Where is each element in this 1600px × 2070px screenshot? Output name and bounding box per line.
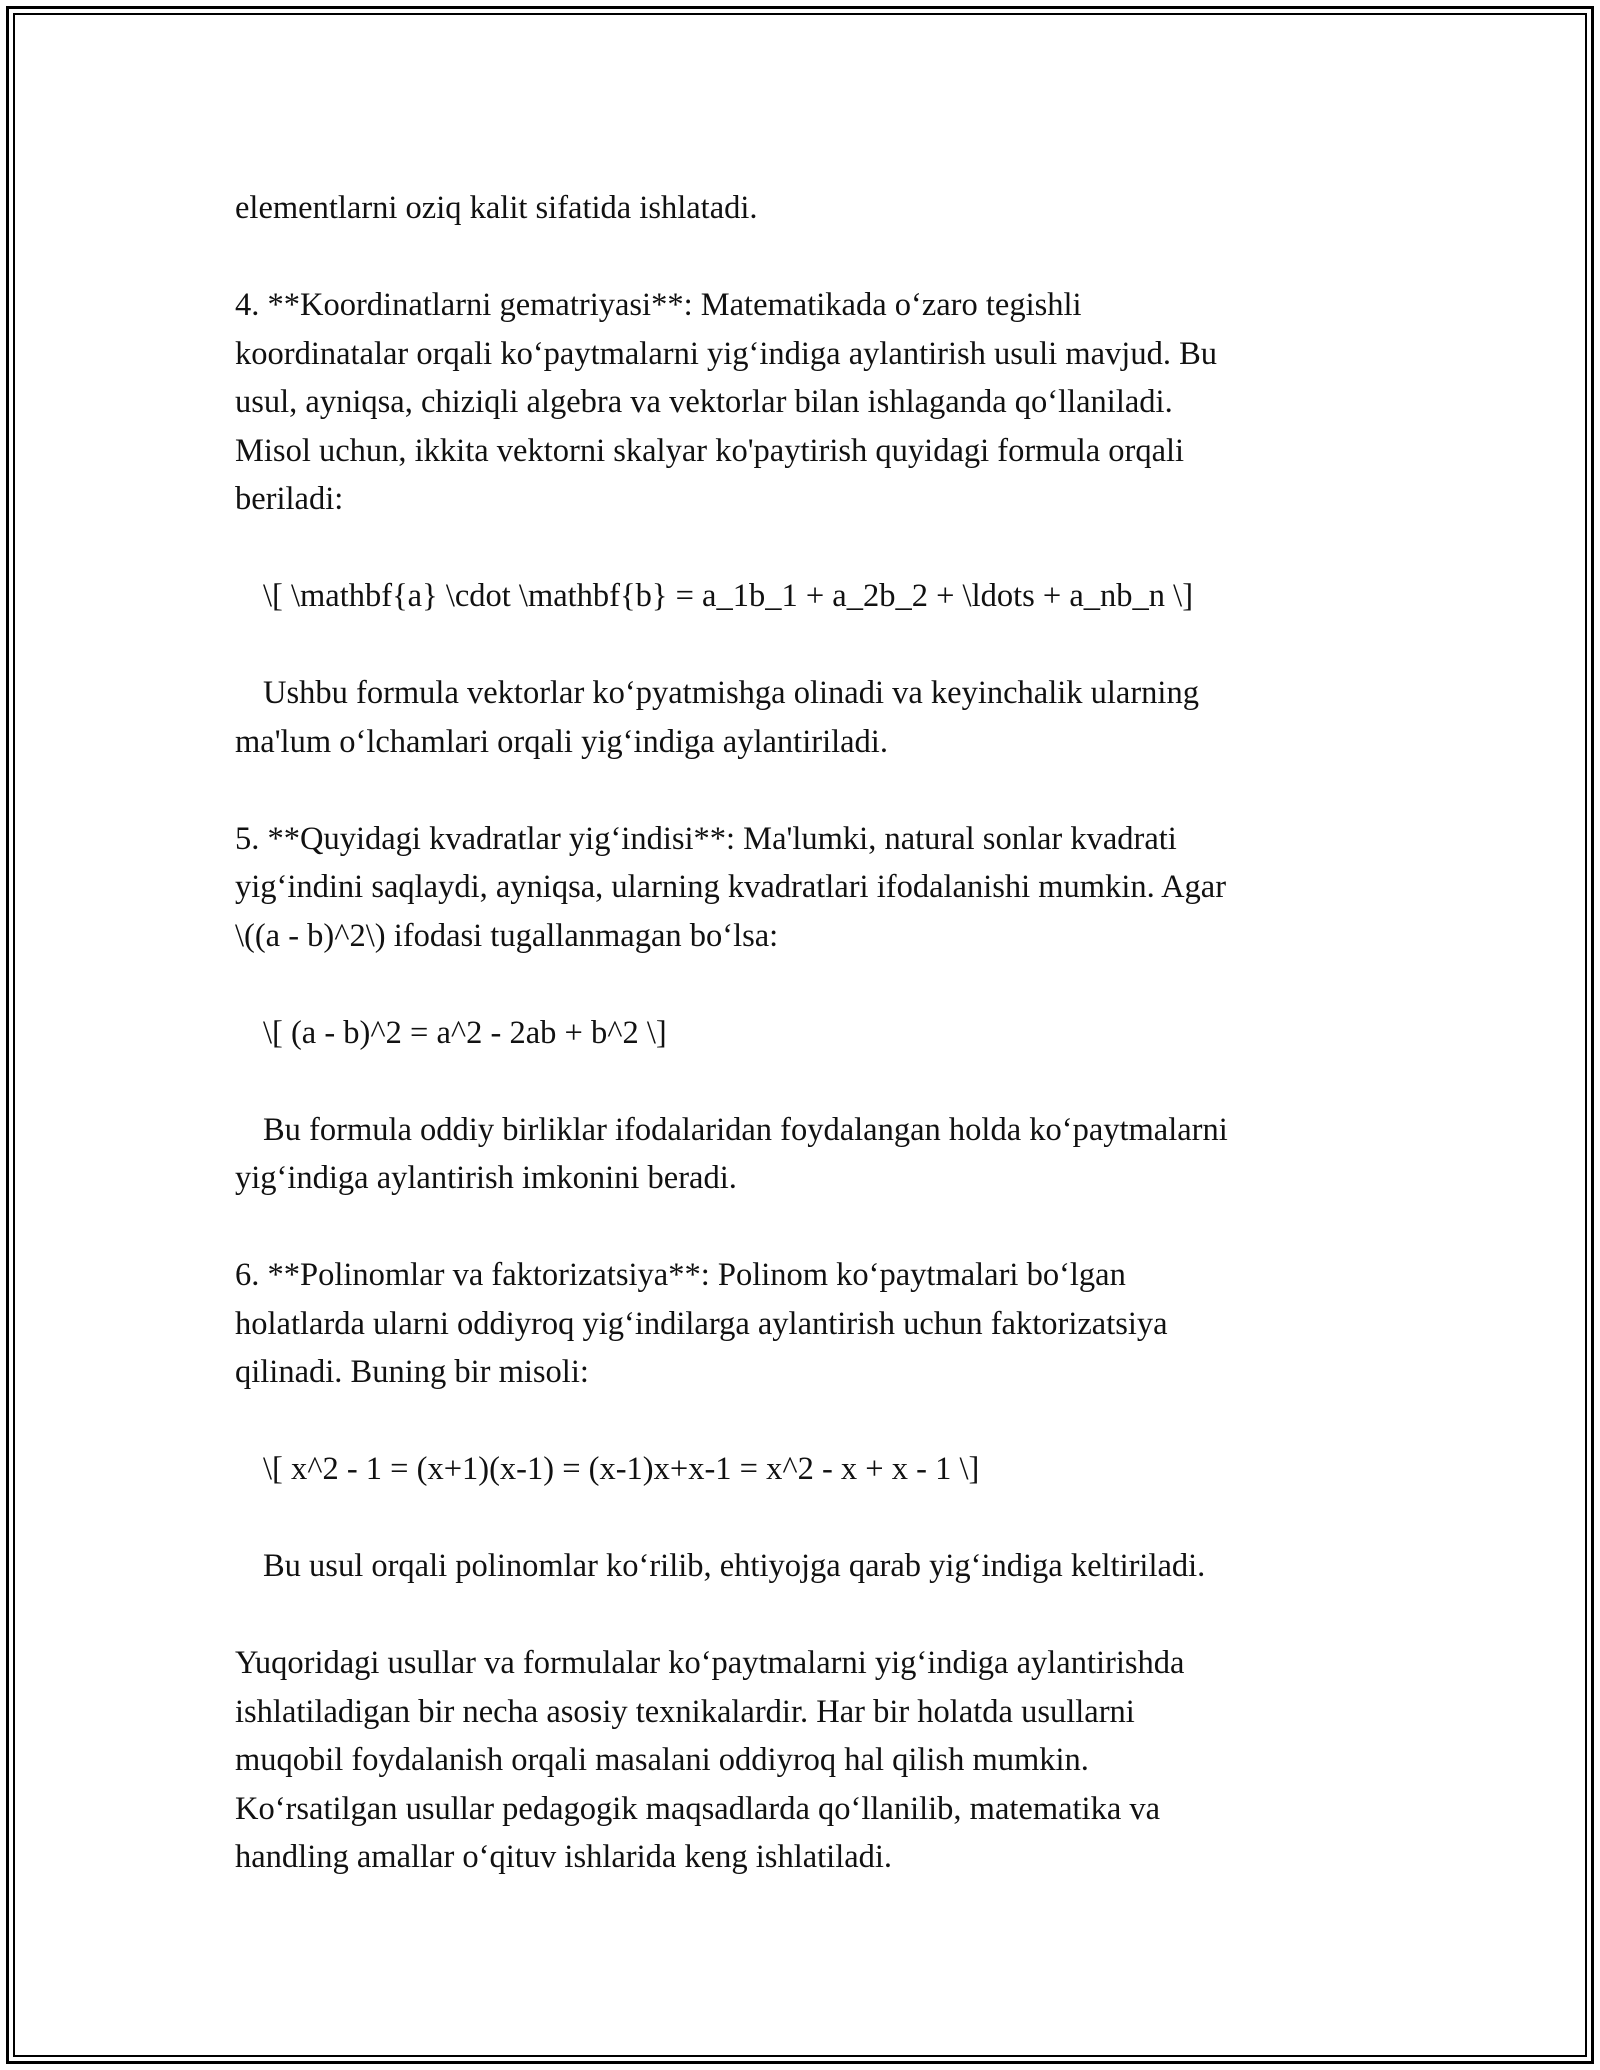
text-line: handling amallar oʻqituv ishlarida keng ishlatiladi. [235, 1839, 893, 1875]
text-line: yigʻindiga aylantirish imkonini beradi. [235, 1160, 737, 1196]
formula-block [235, 572, 1375, 621]
paragraph [235, 184, 1375, 233]
text-line: \[ (a - b)^2 = a^2 - 2ab + b^2 \] [263, 1014, 667, 1051]
text-line: 4. **Koordinatlarni gematriyasi**: Matematikada oʻzaro tegishli [235, 287, 1082, 323]
text-line: ishlatiladigan bir necha asosiy texnikalardir. Har bir holatda usullarni [235, 1693, 1135, 1730]
text-line: Bu formula oddiy birliklar ifodalaridan foydalangan holda koʻpaytmalarni [263, 1111, 1228, 1148]
paragraph [235, 1542, 1375, 1591]
paragraph [235, 669, 1375, 766]
text-line: koordinatalar orqali koʻpaytmalarni yigʻindiga aylantirish usuli mavjud. Bu [235, 335, 1217, 372]
text-line: \[ \mathbf{a} \cdot \mathbf{b} = a_1b_1 + a_2b_2 + \ldots + a_nb_n \] [263, 578, 1194, 614]
text-line: \((a - b)^2\) ifodasi tugallanmagan boʻlsa: [235, 917, 779, 954]
text-line: qilinadi. Buning bir misoli: [235, 1354, 589, 1390]
document-body [235, 184, 1375, 1930]
text-line: 5. **Quyidagi kvadratlar yigʻindisi**: Ma'lumki, natural sonlar kvadrati [235, 820, 1177, 857]
text-line: elementlarni oziq kalit sifatida ishlatadi. [235, 190, 758, 226]
formula-block [235, 1445, 1375, 1494]
text-line: Ushbu formula vektorlar koʻpyatmishga olinadi va keyinchalik ularning [263, 675, 1199, 711]
text-line: \[ x^2 - 1 = (x+1)(x-1) = (x-1)x+x-1 = x^2 - x + x - 1 \] [263, 1451, 980, 1487]
text-line: yigʻindini saqlaydi, ayniqsa, ularning kvadratlari ifodalanishi mumkin. Agar [235, 869, 1227, 905]
text-line: ma'lum oʻlchamlari orqali yigʻindiga aylantiriladi. [235, 723, 888, 760]
text-line: 6. **Polinomlar va faktorizatsiya**: Polinom koʻpaytmalari boʻlgan [235, 1257, 1126, 1293]
text-line: Yuqoridagi usullar va formulalar koʻpaytmalarni yigʻindiga aylantirishda [235, 1645, 1185, 1681]
text-line: muqobil foydalanish orqali masalani oddiyroq hal qilish mumkin. [235, 1742, 1089, 1778]
text-line: Koʻrsatilgan usullar pedagogik maqsadlarda qoʻllanilib, matematika va [235, 1790, 1161, 1827]
text-line: usul, ayniqsa, chiziqli algebra va vektorlar bilan ishlaganda qoʻllaniladi. [235, 384, 1173, 420]
text-line: Misol uchun, ikkita vektorni skalyar ko'paytirish quyidagi formula orqali [235, 432, 1185, 469]
paragraph [235, 1106, 1375, 1203]
text-line: beriladi: [235, 481, 344, 517]
paragraph [235, 815, 1375, 961]
text-line: holatlarda ularni oddiyroq yigʻindilarga aylantirish uchun faktorizatsiya [235, 1305, 1168, 1342]
paragraph [235, 1639, 1375, 1882]
paragraph [235, 281, 1375, 524]
formula-block [235, 1009, 1375, 1058]
paragraph [235, 1251, 1375, 1397]
text-line: Bu usul orqali polinomlar koʻrilib, ehtiyojga qarab yigʻindiga keltiriladi. [263, 1548, 1206, 1584]
